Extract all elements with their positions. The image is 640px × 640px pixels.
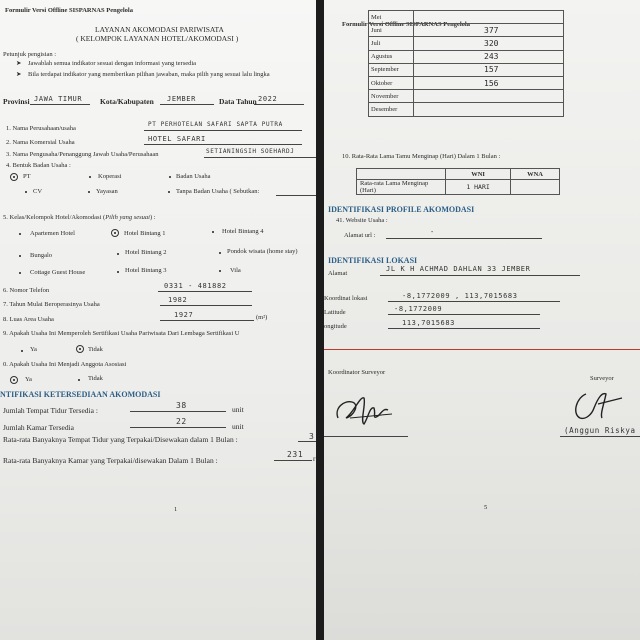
k1-value[interactable]: 38 [176, 401, 187, 410]
k1-unit: unit [232, 405, 244, 414]
radio-pt[interactable] [10, 173, 18, 181]
page-subheading: ( KELOMPOK LAYANAN HOTEL/AKOMODASI ) [76, 34, 239, 43]
q6-value[interactable]: 0331 - 481882 [164, 282, 227, 290]
month-name: Juni [369, 24, 414, 37]
bullet-icon [117, 253, 119, 255]
section-profile: IDENTIFIKASI PROFILE AKOMODASI [328, 205, 475, 214]
kota-label: Kota/Kabupaten [100, 97, 154, 106]
field-underline [158, 291, 252, 292]
month-row [369, 50, 564, 63]
avg-stay-header-empty [357, 169, 446, 180]
q2-label: 2. Nama Komersial Usaha [6, 139, 75, 146]
bullet-icon [219, 252, 221, 254]
radio-bintang-1[interactable] [111, 229, 119, 237]
k1-label: Jumlah Tempat Tidur Tersedia : [3, 406, 98, 415]
q8-value[interactable]: 1927 [174, 311, 194, 319]
q3-value[interactable]: SETIANINGSIH SOEHARDJ [206, 148, 295, 155]
q8-unit: (m²) [256, 314, 268, 321]
option-cottage[interactable]: Cottage Guest House [30, 269, 86, 276]
k2-label: Jumlah Kamar Tersedia [3, 423, 74, 432]
field-underline [160, 104, 214, 105]
month-name: November [369, 90, 414, 103]
form-title: Formulir Versi Offline SISPARNAS Pengelola [5, 7, 133, 14]
field-underline [380, 275, 580, 276]
arrow-icon: ➤ [16, 60, 22, 67]
bullet-icon [168, 191, 170, 193]
section-lokasi: IDENTIFIKASI LOKASI [328, 256, 418, 265]
month-row [369, 63, 564, 76]
q2-value[interactable]: HOTEL SAFARI [148, 135, 206, 143]
signature-line [560, 436, 640, 437]
bullet-icon [19, 272, 21, 274]
option-tanpa-badan[interactable]: Tanpa Badan Usaha ( Sebutkan: [176, 188, 260, 195]
option-yayasan[interactable]: Yayasan [96, 188, 118, 195]
k4-unit: r [313, 454, 316, 463]
option-pondok[interactable]: Pondok wisata (home stay) [227, 248, 298, 255]
option-bintang-3[interactable]: Hotel Bintang 3 [125, 267, 167, 274]
bullet-icon [19, 233, 21, 235]
monthly-table [368, 10, 564, 117]
arrow-icon: ➤ [16, 71, 22, 78]
instruction-text: Jawablah semua indikator sesuai dengan informasi yang tersedia [28, 60, 197, 67]
q1-value[interactable]: PT PERHOTELAN SAFARI SAPTA PUTRA [148, 121, 283, 128]
tahun-value[interactable]: 2022 [258, 95, 278, 103]
month-value[interactable] [414, 103, 564, 116]
field-underline [144, 130, 302, 131]
surveyor-name: (Anggun Riskya [564, 426, 636, 435]
month-row [369, 76, 564, 89]
instruction-text: Bila terdapat indikator yang memberikan pilihan jawaban, maka pilih yang sesuai lalu lingka [28, 71, 270, 78]
avg-stay-wna[interactable] [511, 180, 560, 195]
q9-label: 9. Apakah Usaha Ini Memperoleh Sertifikasi Usaha Pariwisata Dari Lembaga Sertifikasi U [3, 330, 240, 337]
month-name: September [369, 63, 414, 76]
option-bintang-1: Hotel Bintang 1 [124, 230, 166, 237]
option-koperasi[interactable]: Koperasi [98, 173, 122, 180]
website-label: 41. Website Usaha : [336, 217, 388, 224]
field-underline [204, 157, 316, 158]
kota-value[interactable]: JEMBER [167, 95, 196, 103]
option-bungalo[interactable]: Bungalo [30, 252, 53, 259]
bullet-icon [19, 255, 21, 257]
provinsi-value[interactable]: JAWA TIMUR [34, 95, 83, 103]
page-number: 1 [174, 506, 178, 513]
bullet-icon [219, 270, 221, 272]
latitude-value[interactable]: -8,1772009 [394, 305, 443, 313]
q10-ya: Ya [25, 376, 32, 383]
k3-value[interactable]: 3 [309, 432, 315, 441]
option-vila[interactable]: Vila [230, 267, 241, 274]
page-number: 5 [484, 504, 488, 511]
month-value[interactable]: 377 [414, 24, 564, 37]
koordinat-value[interactable]: -8,1772009 , 113,7015683 [402, 292, 518, 300]
instructions-label: Petunjuk pengisian : [3, 51, 57, 58]
month-value[interactable]: 156 [414, 76, 564, 89]
avg-stay-wni[interactable]: 1 HARI [446, 180, 511, 195]
longitude-value[interactable]: 113,7015683 [402, 319, 455, 327]
q3-label: 3. Nama Pengusaha/Penanggung Jawab Usaha/Perusahaan [6, 151, 159, 158]
form-page-5 [324, 0, 640, 640]
month-name: Desember [369, 103, 414, 116]
wna-header: WNA [511, 169, 560, 180]
month-name: Oktober [369, 76, 414, 89]
field-underline [388, 328, 540, 329]
q10-tidak[interactable]: Tidak [88, 375, 103, 382]
radio-q10-ya[interactable] [10, 376, 18, 384]
q9-tidak: Tidak [88, 346, 103, 353]
k4-value[interactable]: 231 [287, 450, 304, 459]
month-row [369, 37, 564, 50]
field-underline [160, 320, 254, 321]
month-value[interactable] [414, 90, 564, 103]
page-heading: LAYANAN AKOMODASI PARIWISATA [95, 25, 224, 34]
field-underline [388, 314, 540, 315]
section-ketersediaan: NTIFIKASI KETERSEDIAAN AKOMODASI [0, 390, 161, 399]
q8-label: 8. Luas Area Usaha [3, 316, 54, 323]
wni-header: WNI [446, 169, 511, 180]
bullet-icon [169, 176, 171, 178]
option-pt: PT [23, 173, 31, 180]
month-row [369, 103, 564, 116]
field-underline [388, 301, 560, 302]
month-value[interactable]: 243 [414, 50, 564, 63]
q1-label: 1. Nama Perusahaan/usaha [6, 125, 76, 132]
alamat-url-value[interactable]: - [430, 228, 435, 236]
avg-stay-table [356, 168, 560, 195]
q5-label: 5. Kelas/Kelompok Hotel/Akomodasi (Pilih yang sesuai) : [3, 214, 156, 221]
koordinat-label: Koordinat lokasi [324, 295, 368, 302]
k4-label: Rata-rata Banyaknya Kamar yang Terpakai/disewakan Dalam 1 Bulan : [3, 456, 218, 465]
month-value[interactable]: 320 [414, 37, 564, 50]
option-badan-usaha[interactable]: Badan Usaha [176, 173, 211, 180]
latitude-label: Latitude [324, 309, 346, 316]
month-row [369, 90, 564, 103]
bullet-icon [78, 379, 80, 381]
k3-label: Rata-rata Banyaknya Tempat Tidur yang Terpakai/Disewakan dalam 1 Bulan : [3, 435, 238, 444]
koordinator-signature [330, 388, 400, 432]
month-value[interactable] [414, 11, 564, 24]
q4-label: 4. Bentuk Badan Usaha : [6, 162, 71, 169]
field-underline [274, 460, 312, 461]
month-name: Agustus [369, 50, 414, 63]
provinsi-label: Provinsi [3, 97, 30, 106]
field-underline [254, 104, 304, 105]
k2-value[interactable]: 22 [176, 417, 187, 426]
form-page-1 [0, 0, 316, 640]
koordinator-label: Koordinator Surveyor [328, 369, 386, 376]
q10-label: 10. Rata-Rata Lama Tamu Menginap (Hari) Dalam 1 Bulan : [342, 153, 501, 160]
longitude-label: ongitude [324, 323, 347, 330]
alamat-value[interactable]: JL K H ACHMAD DAHLAN 33 JEMBER [386, 265, 531, 273]
option-bintang-2[interactable]: Hotel Bintang 2 [125, 249, 167, 256]
field-underline [130, 411, 226, 412]
month-row [369, 11, 564, 24]
option-apartemen[interactable]: Apartemen Hotel [30, 230, 75, 237]
field-underline [30, 104, 90, 105]
k2-unit: unit [232, 422, 244, 431]
bullet-icon [88, 191, 90, 193]
field-underline [276, 195, 316, 196]
month-value[interactable]: 157 [414, 63, 564, 76]
q7-label: 7. Tahun Mulai Beroperasinya Usaha [3, 301, 100, 308]
q10-label: 0. Apakah Usaha Ini Menjadi Anggota Asosiasi [3, 361, 127, 368]
month-name: Mei [369, 11, 414, 24]
field-underline [298, 441, 316, 442]
form-title: Formulir Versi Offline SISPARNAS Pengelola [342, 21, 470, 28]
option-bintang-4[interactable]: Hotel Bintang 4 [222, 228, 264, 235]
field-underline [144, 144, 302, 145]
field-underline [130, 427, 226, 428]
field-underline [386, 238, 542, 239]
signature-line [324, 436, 408, 437]
tahun-label: Data Tahun [219, 97, 257, 106]
page-break-line [324, 349, 640, 350]
bullet-icon [89, 176, 91, 178]
radio-q9-tidak[interactable] [76, 345, 84, 353]
avg-stay-label: Rata-rata Lama Menginap (Hari) [357, 180, 446, 195]
q7-value[interactable]: 1982 [168, 296, 188, 304]
field-underline [160, 305, 252, 306]
bullet-icon [21, 350, 23, 352]
month-name: Juli [369, 37, 414, 50]
alamat-label: Alamat [328, 270, 348, 277]
q6-label: 6. Nomor Telefon [3, 287, 50, 294]
bullet-icon [117, 271, 119, 273]
month-row [369, 24, 564, 37]
bullet-icon [212, 231, 214, 233]
option-cv[interactable]: CV [33, 188, 43, 195]
surveyor-signature [564, 384, 634, 426]
q9-ya[interactable]: Ya [30, 346, 37, 353]
alamat-url-label: Alamat url : [344, 232, 376, 239]
bullet-icon [25, 191, 27, 193]
surveyor-label: Surveyor [590, 375, 614, 382]
